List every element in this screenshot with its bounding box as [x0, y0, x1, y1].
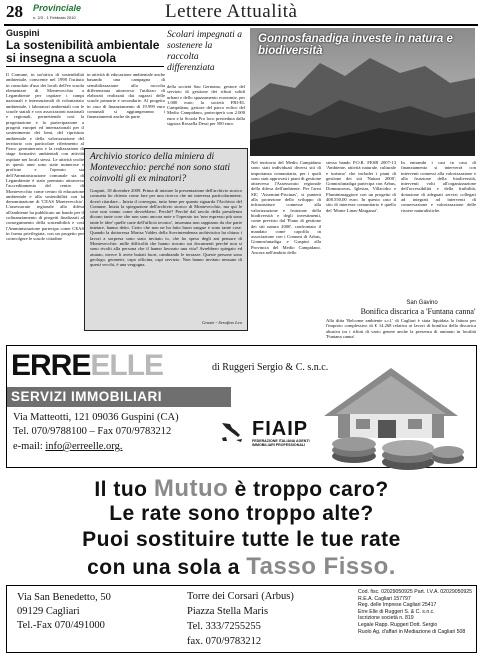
arbus-fax: fax. 070/9783212 [187, 636, 262, 647]
guspini-rule [6, 66, 164, 67]
archivio-body: Guspini, 18 dicembre 2009. Prima di iniziare la presentazione dell'archivio storico consueta ho chiesto come fare per una ricerca che mi interessa particolarmente, dovrò ritardare... Inizia il convegno, tutto bene per quanto riguarda l'Archivio del Comune. Inizia la spiegazione dell'archivio storico di Montevecchio, ma qui le cose non vanno come dovrebbero. Perché? Perché dal tavolo della presidenza dicono tante cose che non sono ancora note e l'operato tra 'non espresso più sono tante le idee' quelle carte dell'ufficio tecnico', insomma non sappiamo da che parte iniziare, hanno detto. Certo che non ne ha fatto buon sangue e sono tante cose. Quando la dottoressa Marisa Valdes della Sovrintendenza archivistica ha chiuso i lavori a sorpresa sono stato invitato io, che ho speso degli ani pensare di Montevecchio: mille difficoltà che hanno trovato sui documenti perché non si sono rivolti alla persona che il hanno lavorato una vita? Avrebbero spiegato ed aiutato, invece li avete buttati fuori, cambiando le terrazze. Queste persone sono geologo, geometri, capo officina, capi servizio. Non hanno invitato nessuno di questi vecchi, è una vergogna. [90, 188, 242, 268]
erreelle-logo [11, 349, 163, 383]
header-rule [4, 24, 478, 26]
guspini-body-col2: in attività di educazione ambientale anche basando una campagna di sensibilizzazione alla raccolta differenziata attraverso l'utilizzo di elaborati realizzati dai ragazzi delle scuole primarie e secondarie. Al progetto in caso di finanziamento di 19.999 euro comunali si aggiungeranno i finanziamenti anche da parte [87, 72, 165, 120]
gonnosfanadiga-body-col2: stesso bando P.O.R. FESR 2007-13 'Ambiente, attività naturale, culturale e turismo' che includei i piani di gestione dei siti 'Natura 2000', Gonnosfanadiga partecipa con Arbus, Domusnovas, Iglesias, Villacidro e Fluminimaggiore con un progetto di 408.550,00 euro. In questo caso il sito di interesse comunitario è quello del 'Monte Linas-Marganai'. [326, 160, 396, 213]
legal-line: Iscrizione società n. 819 [358, 615, 414, 622]
email-label: e-mail: [13, 441, 43, 452]
legal-line: R.E.A. Cagliari 157797 [358, 595, 411, 602]
logo-light-part: ELLE [90, 349, 164, 382]
gonnosfanadiga-body-col1: Nel territorio del Medio Campidano sono stati individuati diversi siti di importanza comunitaria, per i quali sono stati approvati i piani di gestione attraverso l'Assessorato regionale della difesa dell'ambiente. Per l'area SIC 'Assemini-Piscinas', si punterà alla protezione dello sviluppo di infrastrutture connesse alla valorizzazione e fruizione della biodiversità e degli investimenti, come previsto dal 'Piano di gestione dei siti natura 2000', confrontato il mandato come capofila in associazione con i Comuni di Arbus, Gonnosfanadiga e Guspini alla Provincia del Medio Campidano. Ancora nell'ambito dello [251, 160, 321, 256]
mutuo-advert [6, 473, 477, 583]
legal-line: Erre Elle di Ruggeri S. & C. s.n.c. [358, 608, 435, 615]
guspini-headline: La sostenibilità ambientale si insegna a scuola [6, 38, 160, 65]
archivio-headline: Archivio storico della miniera di Montevecchio: perché non sono stati coinvolti gli ex minatori? [90, 152, 230, 184]
legal-line: Legale Rapp. Ruggeri Dott. Sergio [358, 621, 438, 628]
newspaper-brand: Provinciale [33, 3, 82, 13]
erreelle-address: Via Matteotti, 121 09036 Guspini (CA) [13, 412, 179, 423]
san-gavino-headline: Bonifica discarica a 'Funtana canna' [360, 307, 476, 316]
legal-line: Cod. fisc. 02029050925 Part. I.V.A. 02029050925 [358, 589, 473, 595]
archivio-signature: Grazie - Serafino Leo [202, 320, 242, 325]
guspini-body-col1: Il Comune, in un'ottica di sostenibilità ambientale, conscente nel 1998 l'istituto in consolato d'uso dei locali dell'ex scuola elementare di Montevecchio a Legambiente per ospitare i campi nazionali e internazionali di volontariato ambientale, i laboratori ambientali con le scuole statali e con associazioni nazionali e regionali, permettendo così la progettazione e la partecipazione a progetti europei ed internazionali per il sostenimento dei beni, del ripristino ambientale e della valorizzazione del territorio con particolare riferimento al Parco geominerario e la realizzazione di stage formativi ambientali con attività ospitate nei locali stessi. Le attività svolte in questi anni sono state numerose e proficue e l'operato sia dell'Amministrazione comunale sia di Legambiente è stato premiato attraverso l'accreditamento del centro di Montevecchio come centro di educazione ambientale e alla sostenibilità con la denominazione di 'CEAS Montevecchio'. L'assessorato regionale alla difesa all'ambiente ha pubblicato un bando per il cofinanziamento di progetti finalizzati al conseguimento della sostenibilità e così l'Amministrazione partecipa come CEAS in forma privilegiata, con un progetto per coinvolgere le scuole cittadine [6, 72, 84, 242]
erreelle-company: di Ruggeri Sergio & C. s.n.c. [212, 362, 329, 373]
scolari-headline: Scolari impegnati a sostenere la raccolta differenziata [167, 30, 242, 73]
cagliari-street: Via San Benedetto, 50 [17, 592, 111, 603]
erreelle-phone: Tel. 070/9788100 – Fax 070/9783212 [13, 426, 172, 437]
arbus-square: Piazza Stella Maris [187, 606, 269, 617]
fiaip-italy-icon [218, 421, 248, 443]
gonnosfanadiga-body-col3: In entrambi i casi in caso di finanziamento si interverrà con interventi connessi alla valorizzazione e alla fruizione della biodiversità, interventi volti all'organizzazione dell'accessibilità e della fruibilità, dotazione di adeguati servizi collegati ad integrati ad interventi di conservazione e valorizzazione delle risorse naturalistiche. [401, 160, 476, 213]
arbus-phone: Tel. 333/7255255 [187, 621, 261, 632]
section-title: Lettere Attualità [165, 1, 298, 22]
archivio-box [84, 148, 248, 331]
email-link[interactable]: info@erreelle.org. [45, 441, 123, 452]
mutuo-line-1-c: è troppo caro? [234, 478, 389, 501]
legal-info [358, 589, 472, 635]
fiaip-logo-text: FIAIP [252, 418, 309, 440]
scolari-body: della società Sau Germano, gestore del servizio di gestione dei rifiuti solidi urbani e dello spazzamento economie, per 1.000 euro; la società FRI-EL Campidano, gestore del parco eolico del Medio Campidano, parteciperà con 2.000 euro e la Scuola Pro loco presieduta dalla signora Rossella Dessì per 500 euro. [167, 84, 245, 127]
arbus-office [187, 589, 294, 649]
page-number: 28 [6, 2, 23, 21]
mutuo-line-4 [6, 553, 477, 581]
servizi-banner: SERVIZI IMMOBILIARI [7, 387, 231, 407]
issue-date: n. 2/3 - 1 Febbraio 2010 [33, 15, 76, 20]
legal-line: Ruolo Ag. d'affari in Mediazione di Cagliari 508 [358, 628, 466, 635]
arbus-location: Torre dei Corsari (Arbus) [187, 591, 294, 602]
mutuo-line-1-a: Il tuo [94, 478, 148, 501]
cagliari-office [17, 591, 111, 633]
erreelle-email-line [13, 441, 122, 452]
tasso-fisso-keyword: Tasso Fisso. [246, 553, 396, 580]
house-with-coins-image [316, 364, 466, 476]
mutuo-line-3: Puoi sostituire tutte le tue rate [82, 528, 401, 551]
mutuo-keyword: Mutuo [153, 475, 229, 502]
legal-line: Reg. delle Imprese Cagliari 25417 [358, 602, 437, 609]
san-gavino-kicker: San Gavino [406, 300, 438, 306]
fiaip-subtitle: FEDERAZIONE ITALIANA AGENTI IMMOBILIARI PROFESSIONALI [252, 439, 310, 448]
san-gavino-body: Alla ditta 'Relcome ambiente s.r.l.' di Cagliari è stata liquidata la fattura per l'importo complessivo di € 14.268 relativa ai lavori di bonifica della discarica abusiva tra i rifiuti di vario genere anche la presenza di amianto in località 'Funtana canna'. [326, 318, 476, 339]
erreelle-contacts-box [6, 585, 477, 653]
mutuo-line-2: Le rate sono troppo alte? [109, 502, 374, 525]
cagliari-city: 09129 Cagliari [17, 606, 80, 617]
logo-dark-part: ERRE [11, 349, 91, 382]
guspini-kicker: Guspini [6, 28, 40, 38]
cagliari-phone: Tel.-Fax 070/491000 [17, 620, 105, 631]
mutuo-line-1 [6, 475, 477, 503]
gonnosfanadiga-headline: Gonnosfanadiga investe in natura e biodiversità [258, 33, 453, 57]
mutuo-line-4-a: con una sola a [87, 556, 240, 579]
